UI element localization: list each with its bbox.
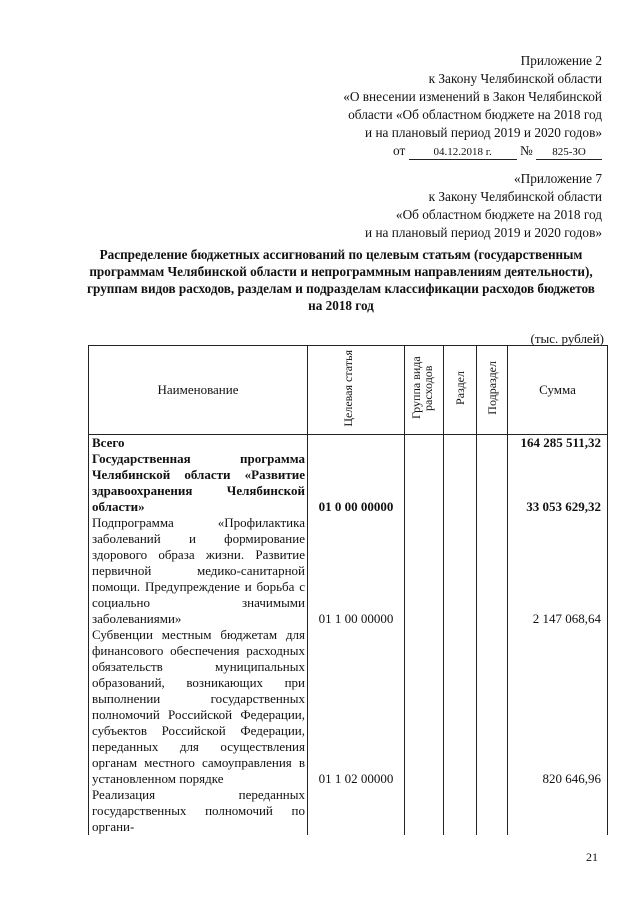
header-sum-text: Сумма [539,382,576,397]
row-target-code [308,435,405,452]
appendix-7-header [365,170,602,242]
table-header-row [89,346,608,435]
header-target-text: Целевая статья [341,349,355,427]
row-subsection [477,515,508,627]
appendix-2-line: «О внесении изменений в Закон Челябинской [343,89,602,104]
appendix-7-line: к Закону Челябинской области [428,189,602,204]
row-sum [508,787,608,835]
row-section [444,435,477,452]
header-group [405,346,444,435]
row-group [405,515,444,627]
header-group-text: Группа вида расходов [409,356,435,420]
appendix-7-line: и на плановый период 2019 и 2020 годов» [365,225,602,240]
law-number: 825-ЗО [536,146,602,160]
row-target-code: 01 1 00 00000 [308,515,405,627]
appendix-7-line: «Об областном бюджете на 2018 год [395,207,602,222]
document-title: Распределение бюджетных ассигнований по целевым статьям (государственным программам Челябинской области и непрограммным направлениям деятельности), группам видов расходов, разделам и подразделам классификации расходов бюджетов на 2018 год [87,247,595,313]
row-section [444,627,477,787]
table-row [89,451,608,515]
budget-table [88,345,608,835]
header-sum [508,346,608,435]
row-group [405,627,444,787]
row-name: Государственная программа Челябинской области «Развитие здравоохранения Челябинской области» [89,451,308,515]
row-group [405,787,444,835]
header-section [444,346,477,435]
row-name: Субвенции местным бюджетам для финансового обеспечения расходных обязательств муниципальных образований, возникающих при выполнении государственных полномочий Российской Федерации, субъектов Российской Федерации, переданных для осуществления органам местного самоуправления в установленном порядке [89,627,308,787]
header-section-text: Раздел [453,371,467,405]
law-date: 04.12.2018 г. [409,146,517,160]
row-sum: 33 053 629,32 [508,451,608,515]
table-row [89,787,608,835]
law-date-number-line [343,142,602,160]
row-section [444,787,477,835]
header-subsection-text: Подраздел [485,361,499,415]
row-section [444,515,477,627]
header-target [308,346,405,435]
table-row [89,627,608,787]
row-subsection [477,787,508,835]
row-sum: 164 285 511,32 [508,435,608,452]
row-group [405,435,444,452]
units-label: (тыс. рублей) [530,331,604,346]
row-target-code: 01 1 02 00000 [308,627,405,787]
row-name: Подпрограмма «Профилактика заболеваний и формирование здорового образа жизни. Развитие первичной медико-санитарной помощи. Предупреждение и борьба с социально значимыми заболеваниями» [89,515,308,627]
table-row [89,435,608,452]
appendix-2-line: к Закону Челябинской области [428,71,602,86]
page-number: 21 [586,850,598,864]
row-subsection [477,627,508,787]
header-name [89,346,308,435]
table-row [89,515,608,627]
appendix-2-header [343,52,602,160]
row-section [444,451,477,515]
row-sum: 820 646,96 [508,627,608,787]
appendix-7-line: «Приложение 7 [514,171,602,186]
from-label: от [393,143,406,158]
row-group [405,451,444,515]
row-target-code [308,787,405,835]
row-subsection [477,451,508,515]
header-subsection [477,346,508,435]
row-target-code: 01 0 00 00000 [308,451,405,515]
appendix-2-line: области «Об областном бюджете на 2018 год [348,107,602,122]
header-name-text: Наименование [157,382,239,397]
row-name: Реализация переданных государственных полномочий по органи- [89,787,308,835]
row-name: Всего [89,435,308,452]
appendix-2-line: и на плановый период 2019 и 2020 годов» [365,125,602,140]
appendix-2-line: Приложение 2 [520,53,602,68]
row-sum: 2 147 068,64 [508,515,608,627]
row-subsection [477,435,508,452]
number-label: № [519,143,533,158]
